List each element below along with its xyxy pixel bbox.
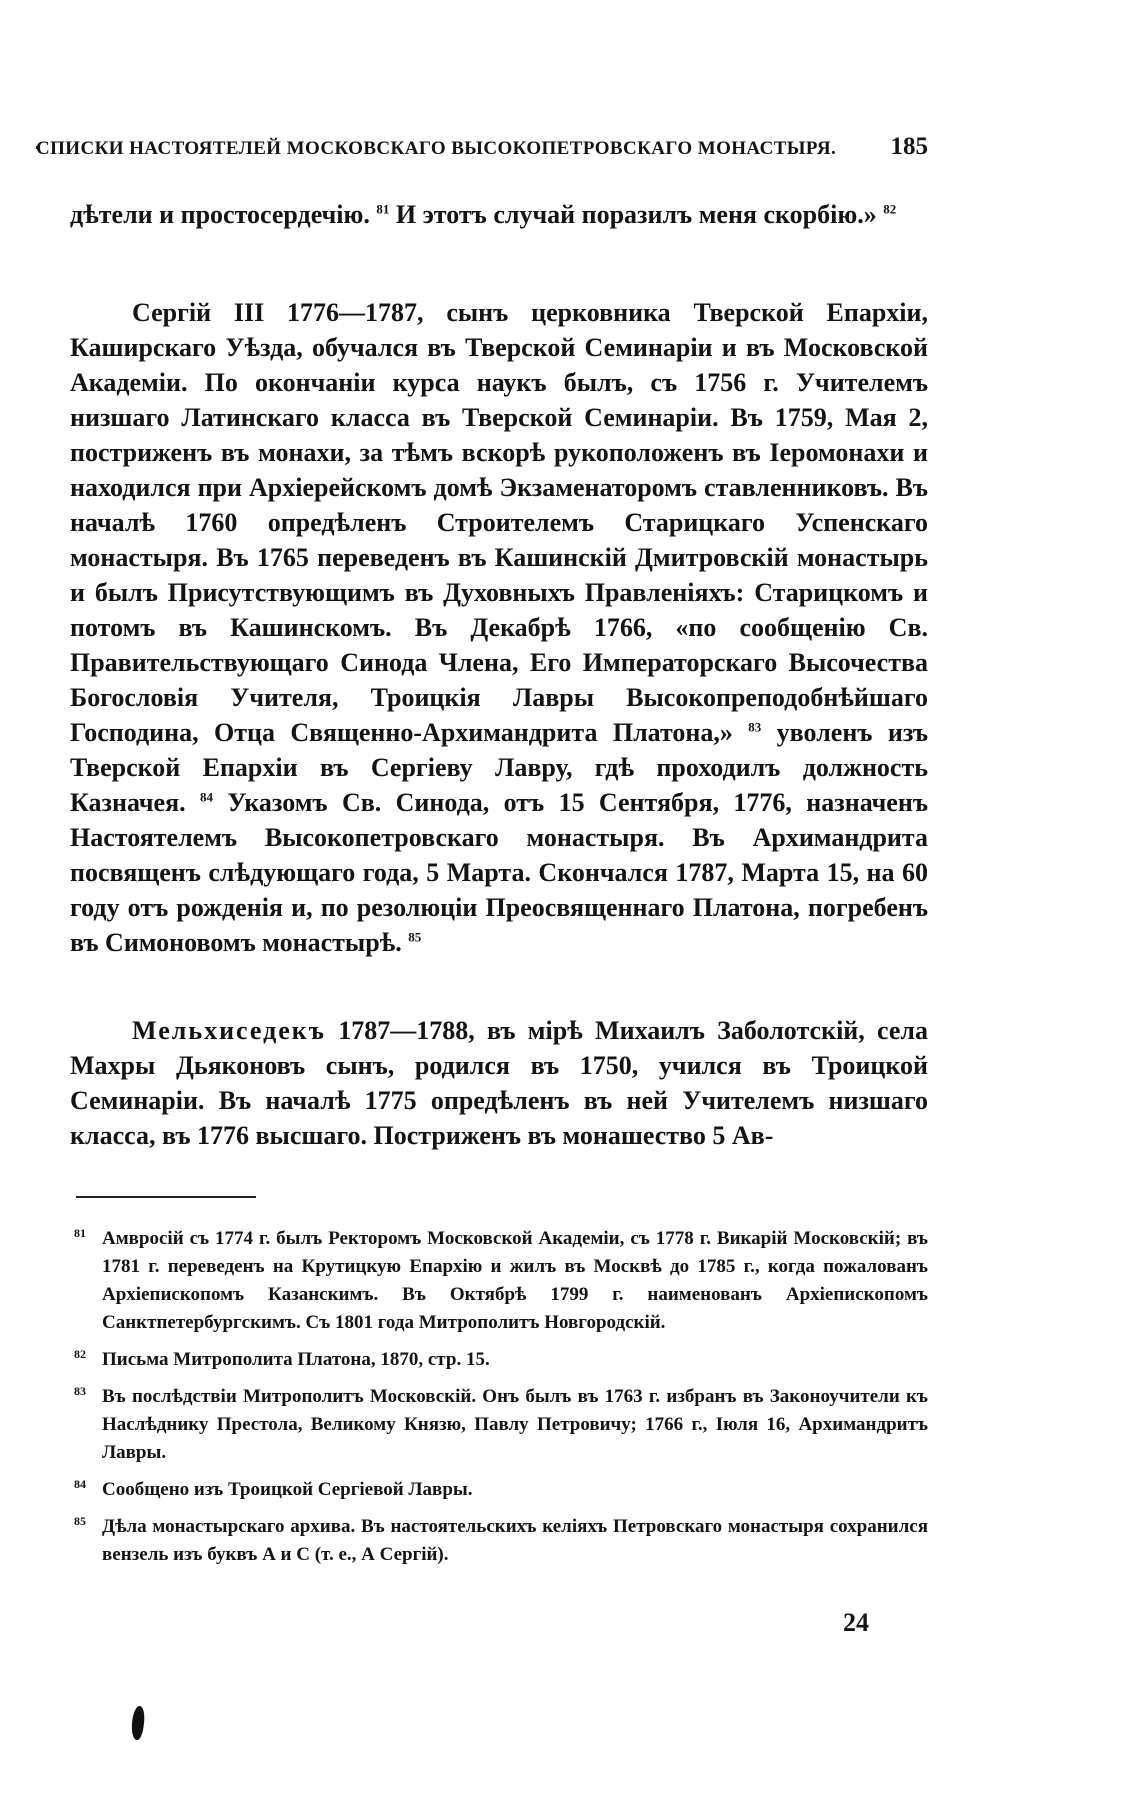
footnotes [74, 1225, 928, 1578]
footnote: 84 Сообщено изъ Троицкой Сергіевой Лавры. [74, 1476, 473, 1500]
footnote: 81 Амвросій съ 1774 г. былъ Ректоромъ Московской Академіи, съ 1778 г. Викарій Московскій; въ 1781 г. переведенъ на Крутицкую Епархію и жилъ въ Москвѣ до 1785 г., когда пожалованъ Архіепископомъ Казанскимъ. Въ Октябрѣ 1799 г. наименованъ Архіепископомъ Санктпетербургскимъ. Съ 1801 года Митрополитъ Новгородскій. [74, 1225, 928, 1333]
footnote-ref: 81 [376, 201, 390, 217]
paragraph-text: 1787—1788, въ мірѣ Михаилъ Заболотскій, села Махры Дьяконовъ сынъ, родился въ 1750, учился въ Троицкой Семинаріи. Въ началѣ 1775 опредѣленъ въ ней Учителемъ низшаго класса, въ 1776 высшаго. Постриженъ въ монашество 5 Ав- [70, 1016, 929, 1150]
ink-smudge [130, 1705, 147, 1740]
page-number: 185 [890, 133, 928, 160]
footnote-text: Въ послѣдствіи Митрополитъ Московскій. Онъ былъ въ 1763 г. избранъ въ Законоучители къ Наслѣднику Престола, Великому Князю, Павлу Петровичу; 1766 г., Іюля 16, Архимандритъ Лавры. [102, 1386, 928, 1463]
footnote: 82 Письма Митрополита Платона, 1870, стр. 15. [74, 1346, 490, 1370]
footnote-ref: 83 [748, 719, 762, 735]
footnote-text: Амвросій съ 1774 г. былъ Ректоромъ Московской Академіи, съ 1778 г. Викарій Московскій; въ 1781 г. переведенъ на Крутицкую Епархію и жилъ въ Москвѣ до 1785 г., когда пожалованъ Архіепископомъ Казанскимъ. Въ Октябрѣ 1799 г. наименованъ Архіепископомъ Санктпетербургскимъ. Съ 1801 года Митрополитъ Новгородскій. [102, 1228, 928, 1333]
paragraph-text: И этотъ случай поразилъ меня скорбію.» [395, 200, 877, 229]
footnote-ref: 82 [883, 201, 897, 217]
footnote-text: Дѣла монастырскаго архива. Въ настоятельскихъ келіяхъ Петровскаго монастыря сохранился вензель изъ буквъ А и С (т. е., А Сергій). [102, 1516, 928, 1565]
running-header [36, 133, 928, 161]
paragraph-text: Сергій III 1776—1787, сынъ церковника Тверской Епархіи, Каширскаго Уѣзда, обучался въ Тверской Семинаріи и въ Московской Академіи. По окончаніи курса наукъ былъ, съ 1756 г. Учителемъ низшаго Латинскаго класса въ Тверской Семинаріи. Въ 1759, Мая 2, постриженъ въ монахи, за тѣмъ вскорѣ рукоположенъ въ Іеромонахи и находился при Архіерейскомъ домѣ Экзаменаторомъ ставленниковъ. Въ началѣ 1760 опредѣленъ Строителемъ Старицкаго Успенскаго монастыря. Въ 1765 переведенъ въ Кашинскій Дмитровскій монастырь и былъ Присутствующимъ въ Духовныхъ Правленіяхъ: Старицкомъ и потомъ въ Кашинскомъ. Въ Декабрѣ 1766, «по сообщенію Св. Правительствующаго Синода Члена, Его Императорскаго Высочества Богословія Учителя, Троицкія Лавры Высокопреподобнѣйшаго Господина, Отца Священно-Архимандрита Платона,» [70, 298, 928, 747]
paragraph-text: дѣтели и простосердечію. [70, 200, 370, 229]
footnote-divider [76, 1196, 256, 1198]
header-title: СПИСКИ НАСТОЯТЕЛЕЙ МОСКОВСКАГО ВЫСОКОПЕТРОВСКАГО МОНАСТЫРЯ. [36, 138, 837, 159]
person-name: Мельхиседекъ [132, 1016, 326, 1045]
footnote: 83 Въ послѣдствіи Митрополитъ Московскій. Онъ былъ въ 1763 г. избранъ въ Законоучители къ Наслѣднику Престола, Великому Князю, Павлу Петровичу; 1766 г., Іюля 16, Архимандритъ Лавры. [74, 1383, 928, 1463]
footnote-text: Письма Митрополита Платона, 1870, стр. 15. [102, 1349, 490, 1370]
paragraph-continuation [70, 197, 928, 232]
paragraph-melkhisedek [70, 1013, 928, 1153]
footnote: 85 Дѣла монастырскаго архива. Въ настоятельскихъ келіяхъ Петровскаго монастыря сохранился вензель изъ буквъ А и С (т. е., А Сергій). [74, 1513, 928, 1565]
footnote-text: Сообщено изъ Троицкой Сергіевой Лавры. [102, 1479, 473, 1500]
paragraph-text: Указомъ Св. Синода, отъ 15 Сентября, 1776, назначенъ Настоятелемъ Высокопетровскаго монастыря. Въ Архимандрита посвященъ слѣдующаго года, 5 Марта. Скончался 1787, Марта 15, на 60 году отъ рожденія и, по резолюціи Преосвященнаго Платона, погребенъ въ Симоновомъ монастырѣ. [70, 788, 928, 957]
footnote-ref: 84 [200, 789, 214, 805]
paragraph-sergiy [70, 295, 928, 960]
footnote-ref: 85 [408, 929, 422, 945]
signature-mark: 24 [843, 1608, 869, 1637]
paragraph-text: уволенъ изъ Тверской Епархіи въ Сергіеву Лавру, гдѣ проходилъ должность Казначея. [70, 718, 928, 817]
